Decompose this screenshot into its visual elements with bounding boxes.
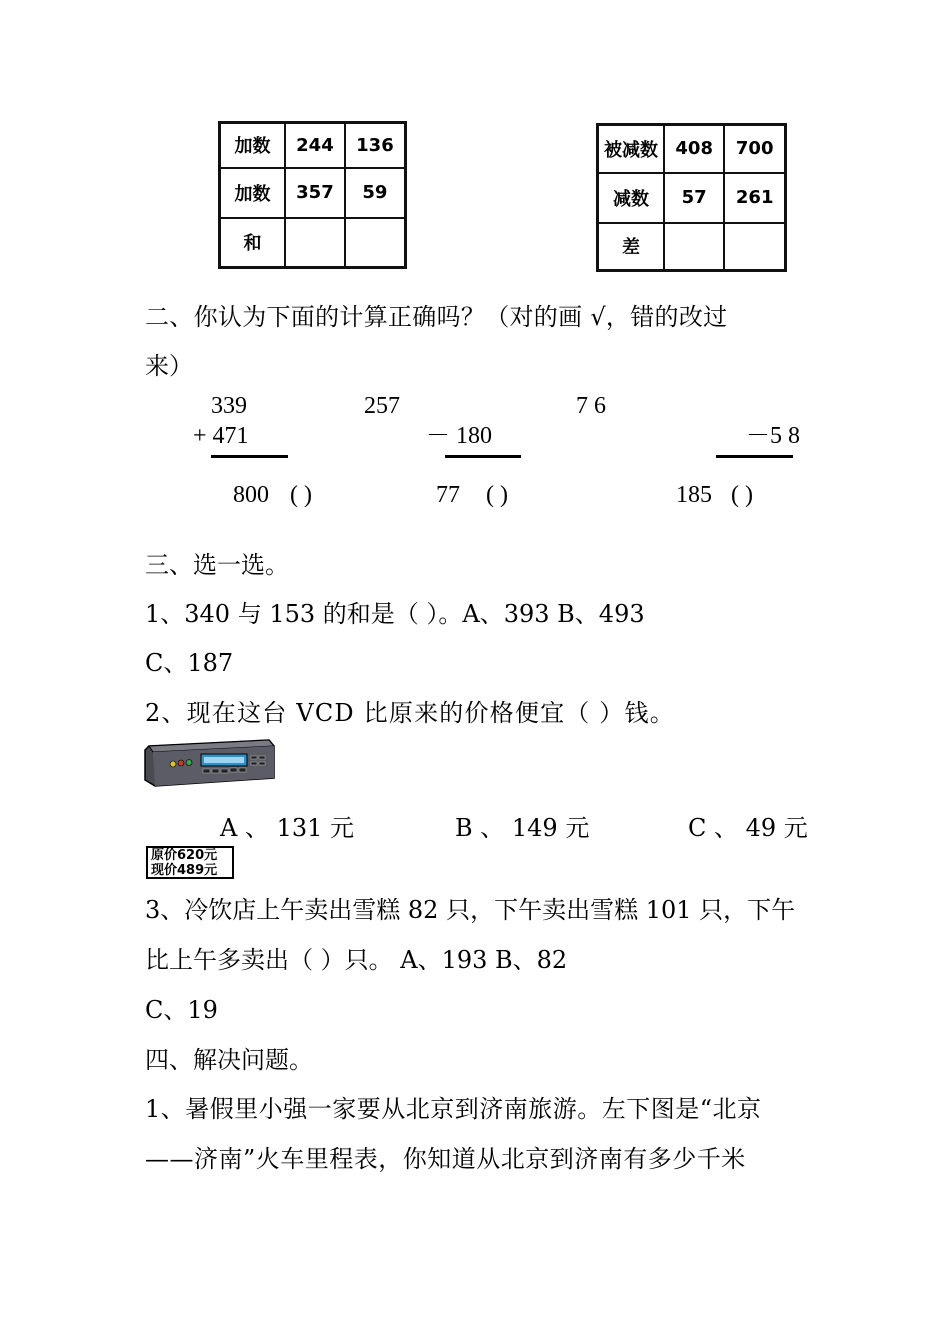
row-label: 被减数 [598,125,665,173]
problem-1-top: 339 [211,393,247,419]
row-label: 减数 [598,173,665,223]
question-1: 1、340 与 153 的和是（ ）。A、393 B、493 [145,600,645,628]
subtraction-table [596,123,787,272]
question-3-cont: 比上午多卖出（ ）只。 A、193 B、82 [145,946,568,974]
table-cell: 136 [345,123,406,168]
table-row [220,168,406,218]
table-cell: 700 [724,125,785,173]
question-1-option-c: C、187 [145,649,234,677]
problem-1-result: 800 [233,482,269,508]
question-2-option-c: C 、 49 元 [688,814,808,842]
question-2: 2、现在这台 VCD 比原来的价格便宜（ ）钱。 [145,699,675,727]
table-cell: 261 [724,173,785,223]
table-cell-blank [664,223,724,271]
table-cell: 357 [285,168,345,218]
vcd-player-image [143,738,275,788]
row-label: 和 [220,218,286,268]
table-row [220,123,406,168]
table-cell: 408 [664,125,724,173]
question-2-option-b: B 、 149 元 [455,814,590,842]
problem-solving-1: 1、暑假里小强一家要从北京到济南旅游。左下图是“北京 [145,1095,762,1123]
table-cell-blank [724,223,785,271]
table-row [598,173,786,223]
problem-1-answer-box[interactable]: ( ) [290,482,312,508]
row-label: 加数 [220,168,286,218]
section-2-title: 二、你认为下面的计算正确吗？（对的画 √，错的改过 [145,303,728,331]
table-row [598,223,786,271]
section-3-title: 三、选一选。 [145,551,289,579]
problem-3-operand: －5 8 [746,423,800,449]
problem-1-rule [211,455,288,458]
problem-2-rule [445,455,521,458]
price-tag [146,846,234,879]
problem-3-rule [716,455,793,458]
table-cell: 57 [664,173,724,223]
current-price: 现价489元 [151,863,218,878]
table-cell-blank [285,218,345,268]
problem-2-answer-box[interactable]: ( ) [486,482,508,508]
original-price: 原价620元 [151,848,218,863]
section-4-title: 四、解决问题。 [145,1046,313,1074]
problem-3-result: 185 [676,482,712,508]
problem-solving-1-cont: ——济南”火车里程表，你知道从北京到济南有多少千米 [145,1145,746,1173]
problem-2-result: 77 [436,482,460,508]
problem-3-top: 7 6 [576,393,606,419]
problem-3-answer-box[interactable]: ( ) [731,482,753,508]
row-label: 加数 [220,123,286,168]
question-3: 3、冷饮店上午卖出雪糕 82 只，下午卖出雪糕 101 只，下午 [145,896,796,924]
question-2-option-a: A 、 131 元 [220,814,355,842]
table-row [598,125,786,173]
question-3-option-c: C、19 [145,996,218,1024]
section-2-title-cont: 来） [145,352,193,380]
problem-2-operand: － 180 [426,423,492,449]
problem-1-operand: + 471 [193,423,249,449]
addition-table [218,121,407,269]
row-label: 差 [598,223,665,271]
table-cell-blank [345,218,406,268]
table-row [220,218,406,268]
table-cell: 59 [345,168,406,218]
problem-2-top: 257 [364,393,400,419]
table-cell: 244 [285,123,345,168]
